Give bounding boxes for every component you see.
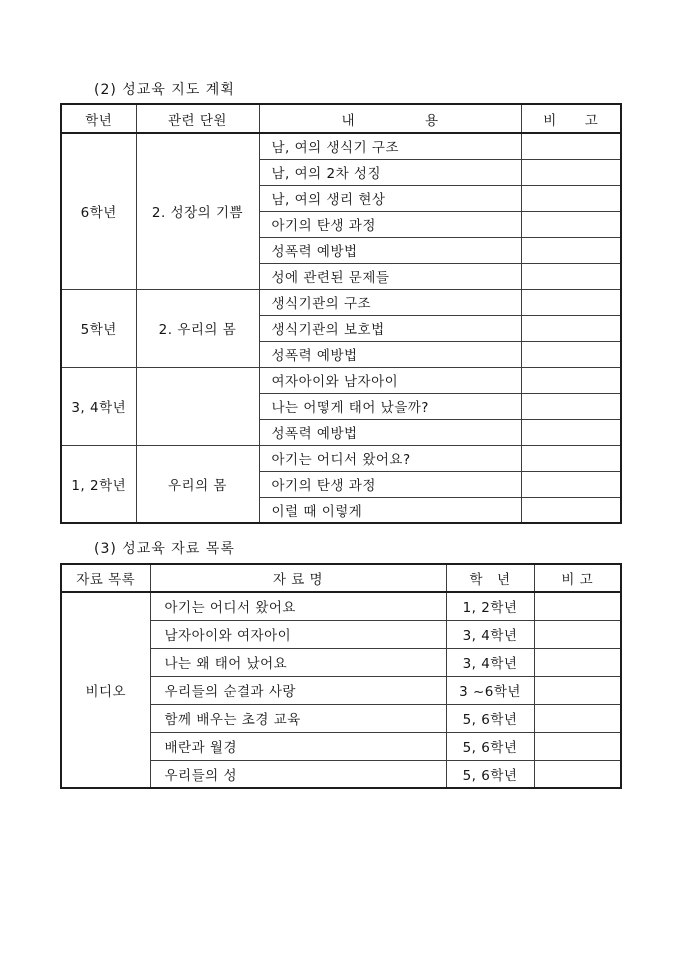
plan-note-cell <box>521 185 621 211</box>
plan-note-cell <box>521 315 621 341</box>
materials-note-cell <box>534 760 621 788</box>
plan-header-grade: 학년 <box>61 104 136 133</box>
table-row <box>61 445 621 471</box>
plan-grade-cell: 1, 2학년 <box>61 445 136 523</box>
plan-note-cell <box>521 341 621 367</box>
plan-content-cell: 성폭력 예방법 <box>259 341 521 367</box>
plan-note-cell <box>521 497 621 523</box>
plan-content-cell: 여자아이와 남자아이 <box>259 367 521 393</box>
materials-note-cell <box>534 732 621 760</box>
plan-content-cell: 아기의 탄생 과정 <box>259 211 521 237</box>
plan-note-cell <box>521 237 621 263</box>
plan-content-cell: 남, 여의 생식기 구조 <box>259 133 521 159</box>
plan-section-title: (2) 성교육 지도 계획 <box>94 82 235 98</box>
materials-category-cell: 비디오 <box>61 592 150 788</box>
materials-note-cell <box>534 676 621 704</box>
materials-name-cell: 아기는 어디서 왔어요 <box>150 592 446 620</box>
materials-name-cell: 우리들의 성 <box>150 760 446 788</box>
plan-content-cell: 생식기관의 구조 <box>259 289 521 315</box>
plan-grade-cell: 6학년 <box>61 133 136 289</box>
table-row <box>61 592 621 620</box>
plan-content-cell: 성에 관련된 문제들 <box>259 263 521 289</box>
plan-note-cell <box>521 159 621 185</box>
materials-name-cell: 우리들의 순결과 사랑 <box>150 676 446 704</box>
plan-note-cell <box>521 133 621 159</box>
materials-name-cell: 남자아이와 여자아이 <box>150 620 446 648</box>
plan-unit-cell: 2. 우리의 몸 <box>136 289 259 367</box>
materials-grade-cell: 3, 4학년 <box>446 648 534 676</box>
plan-content-cell: 이럴 때 이렇게 <box>259 497 521 523</box>
materials-name-cell: 함께 배우는 초경 교육 <box>150 704 446 732</box>
materials-grade-cell: 5, 6학년 <box>446 760 534 788</box>
plan-table <box>60 103 622 524</box>
plan-content-cell: 아기의 탄생 과정 <box>259 471 521 497</box>
materials-note-cell <box>534 648 621 676</box>
materials-name-cell: 배란과 월경 <box>150 732 446 760</box>
plan-grade-cell: 5학년 <box>61 289 136 367</box>
plan-note-cell <box>521 211 621 237</box>
materials-note-cell <box>534 592 621 620</box>
materials-header-grade: 학 년 <box>446 564 534 592</box>
plan-content-cell: 성폭력 예방법 <box>259 419 521 445</box>
materials-note-cell <box>534 620 621 648</box>
materials-table <box>60 563 622 789</box>
materials-grade-cell: 5, 6학년 <box>446 732 534 760</box>
plan-unit-cell: 우리의 몸 <box>136 445 259 523</box>
plan-unit-cell: 2. 성장의 기쁨 <box>136 133 259 289</box>
materials-section-title: (3) 성교육 자료 목록 <box>94 541 235 557</box>
materials-name-cell: 나는 왜 태어 났어요 <box>150 648 446 676</box>
plan-content-cell: 나는 어떻게 태어 났을까? <box>259 393 521 419</box>
plan-note-cell <box>521 445 621 471</box>
plan-note-cell <box>521 393 621 419</box>
plan-note-cell <box>521 263 621 289</box>
plan-header-content: 내 용 <box>259 104 521 133</box>
plan-content-cell: 생식기관의 보호법 <box>259 315 521 341</box>
plan-content-cell: 성폭력 예방법 <box>259 237 521 263</box>
plan-content-cell: 남, 여의 생리 현상 <box>259 185 521 211</box>
materials-grade-cell: 3 ~6학년 <box>446 676 534 704</box>
plan-note-cell <box>521 367 621 393</box>
plan-header-row <box>61 104 621 133</box>
table-row <box>61 289 621 315</box>
materials-header-name: 자 료 명 <box>150 564 446 592</box>
plan-note-cell <box>521 419 621 445</box>
plan-note-cell <box>521 289 621 315</box>
table-row <box>61 367 621 393</box>
plan-unit-cell <box>136 367 259 445</box>
plan-note-cell <box>521 471 621 497</box>
plan-content-cell: 아기는 어디서 왔어요? <box>259 445 521 471</box>
materials-header-row <box>61 564 621 592</box>
materials-header-note: 비 고 <box>534 564 621 592</box>
plan-header-note: 비 고 <box>521 104 621 133</box>
materials-grade-cell: 1, 2학년 <box>446 592 534 620</box>
plan-grade-cell: 3, 4학년 <box>61 367 136 445</box>
plan-header-unit: 관련 단원 <box>136 104 259 133</box>
plan-content-cell: 남, 여의 2차 성징 <box>259 159 521 185</box>
materials-header-category: 자료 목록 <box>61 564 150 592</box>
table-row <box>61 133 621 159</box>
materials-note-cell <box>534 704 621 732</box>
materials-grade-cell: 5, 6학년 <box>446 704 534 732</box>
materials-grade-cell: 3, 4학년 <box>446 620 534 648</box>
